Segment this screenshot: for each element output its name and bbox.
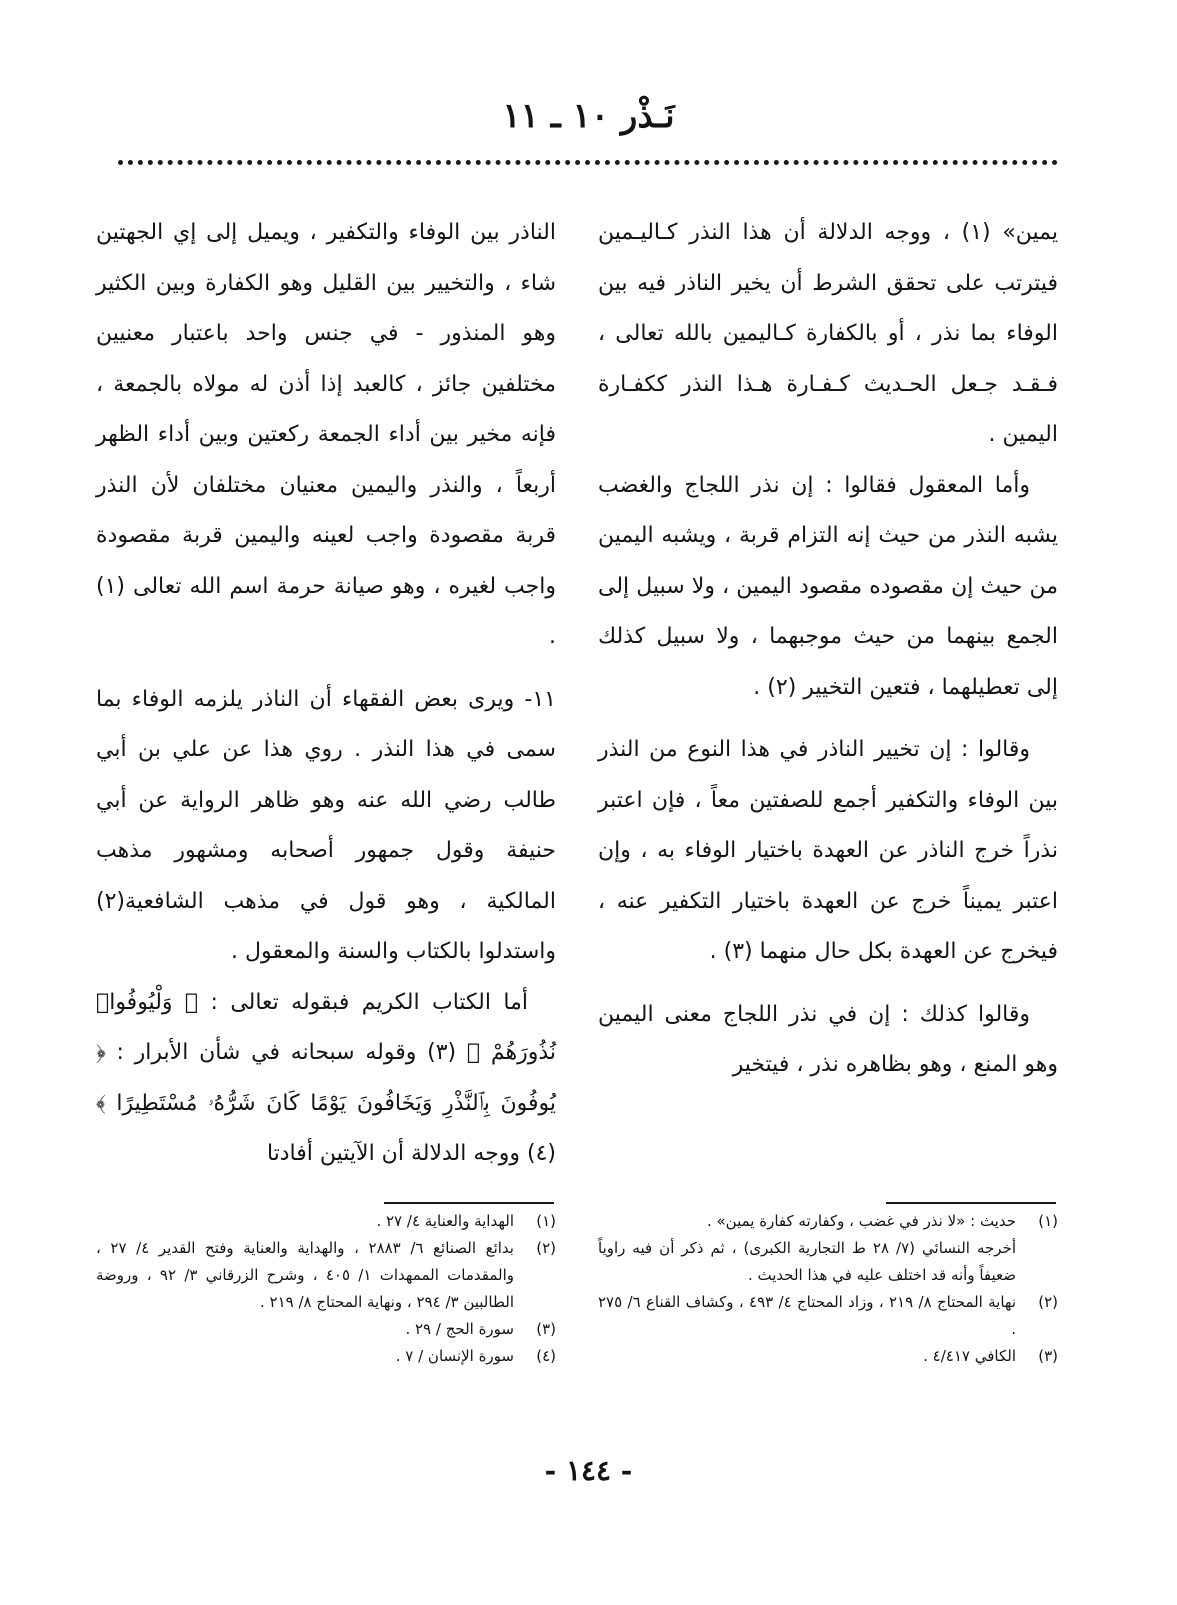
footnote-line: سورة الحج / ٢٩ . bbox=[405, 1320, 514, 1338]
footnote-item bbox=[96, 1235, 556, 1316]
left-text-column bbox=[96, 208, 556, 1180]
body-paragraph: وأما المعقول فقالوا : إن نذر اللجاج والغضب يشبه النذر من حيث إنه التزام قربة ، ويشبه اليمين من حيث إن مقصوده مقصود اليمين ، ولا سبيل إلى الجمع بينهما من حيث موجبهما ، ولا سبيل كذلك إلى تعطيلهما ، فتعين التخيير (٢) . bbox=[598, 472, 1058, 700]
footnote-line: بدائع الصنائع ٦/ ٢٨٨٣ ، والهداية والعناية وفتح القدير ٤/ ٢٧ ، والمقدمات الممهدات ١/ ٤٠٥ ، وشرح الزرقاني ٣/ ٩٢ ، وروضة الطالبين ٣/ ٢٩٤ ، ونهاية المحتاج ٨/ ٢١٩ . bbox=[96, 1239, 514, 1311]
footnote-line: سورة الإنسان / ٧ . bbox=[395, 1347, 514, 1365]
footnote-number: (١) bbox=[1038, 1212, 1058, 1230]
footnote-item bbox=[96, 1316, 556, 1343]
footnote-number: (٢) bbox=[1038, 1293, 1058, 1311]
footnote-line: نهاية المحتاج ٨/ ٢١٩ ، وزاد المحتاج ٤/ ٤٩٣ ، وكشاف القناع ٦/ ٢٧٥ . bbox=[598, 1293, 1017, 1338]
footnote-item bbox=[598, 1343, 1058, 1370]
footnote-line: حديث : «لا نذر في غضب ، وكفارته كفارة يمين» . bbox=[706, 1212, 1016, 1230]
footnote-number: (٤) bbox=[536, 1347, 556, 1365]
footnote-text bbox=[96, 1235, 514, 1316]
body-paragraph: يمين» (١) ، ووجه الدلالة أن هذا النذر كـاليـمين فيترتب على تحقق الشرط أن يخير الناذر فيه بين الوفاء بما نذر ، أو بالكفارة كـاليمين بالله تعالى ، فـقـد جـعل الحـديث كـفـارة هـذا النذر ككفـارة اليمين . bbox=[598, 220, 1059, 447]
footnote-text bbox=[598, 1343, 1016, 1370]
footnotes-left bbox=[96, 1208, 556, 1370]
right-text-column bbox=[598, 208, 1058, 1091]
page-header-title: نَـذْر ١٠ ـ ١١ bbox=[502, 96, 675, 136]
footnote-number: (١) bbox=[536, 1212, 556, 1230]
footnote-item bbox=[598, 1208, 1058, 1289]
header-dotted-divider bbox=[118, 160, 1058, 165]
page-number: - ١٤٤ - bbox=[544, 1454, 633, 1487]
footnote-number: (٢) bbox=[536, 1239, 556, 1257]
body-paragraph: أما الكتاب الكريم فبقوله تعالى : ﴿ وَلْيُوفُوا۟ نُذُورَهُمْ ﴾ (٣) وقوله سبحانه في شأن الأبرار : ﴿ يُوفُونَ بِٱلنَّذْرِ وَيَخَافُونَ يَوْمًا كَانَ شَرُّهُۥ مُسْتَطِيرًا ﴾(٤) ووجه الدلالة أن الآيتين أفادتا bbox=[96, 989, 556, 1166]
footnote-separator bbox=[384, 1202, 554, 1204]
body-paragraph: ١١- ويرى بعض الفقهاء أن الناذر يلزمه الوفاء بما سمى في هذا النذر . روي هذا عن علي بن أبي طالب رضي الله عنه وهو ظاهر الرواية عن أبي حنيفة وقول جمهور أصحابه ومشهور مذهب المالكية ، وهو قول في مذهب الشافعية(٢) واستدلوا بالكتاب والسنة والمعقول . bbox=[96, 686, 556, 964]
body-paragraph: وقالوا كذلك : إن في نذر اللجاج معنى اليمين وهو المنع ، وهو بظاهره نذر ، فيتخير bbox=[598, 1001, 1058, 1077]
footnote-text bbox=[96, 1316, 514, 1343]
footnote-number: (٣) bbox=[536, 1320, 556, 1338]
footnote-number: (٣) bbox=[1038, 1347, 1058, 1365]
body-paragraph: الناذر بين الوفاء والتكفير ، ويميل إلى إي الجهتين شاء ، والتخيير بين القليل وهو الكفارة وبين الكثير وهو المنذور - في جنس واحد باعتبار معنيين مختلفين جائز ، كالعبد إذا أذن له مولاه بالجمعة ، فإنه مخير بين أداء الجمعة ركعتين وبين أداء الظهر أربعاً ، والنذر واليمين معنيان مختلفان لأن النذر قربة مقصودة واجب لعينه واليمين قربة مقصودة واجب لغيره ، وهو صيانة حرمة اسم الله تعالى (١) . bbox=[96, 220, 556, 649]
footnote-line: الكافي ٤/٤١٧ . bbox=[923, 1347, 1016, 1365]
footnote-text bbox=[96, 1343, 514, 1370]
footnote-separator bbox=[886, 1202, 1056, 1204]
footnote-item bbox=[96, 1208, 556, 1235]
footnote-text bbox=[598, 1289, 1016, 1343]
footnote-text bbox=[598, 1208, 1016, 1289]
footnote-line: الهداية والعناية ٤/ ٢٧ . bbox=[376, 1212, 514, 1230]
footnote-line: أخرجه النسائي (٧/ ٢٨ ط التجارية الكبرى) ، ثم ذكر أن فيه راوياً ضعيفاً وأنه قد اختلف عليه في هذا الحديث . bbox=[598, 1239, 1016, 1284]
footnote-item bbox=[96, 1343, 556, 1370]
footnote-item bbox=[598, 1289, 1058, 1343]
footnotes-right bbox=[598, 1208, 1058, 1370]
footnote-text bbox=[96, 1208, 514, 1235]
body-paragraph: وقالوا : إن تخيير الناذر في هذا النوع من النذر بين الوفاء والتكفير أجمع للصفتين معاً ، فإن اعتبر نذراً خرج الناذر عن العهدة باختيار الوفاء به ، وإن اعتبر يميناً خرج عن العهدة باختيار التكفير عنه ، فيخرج عن العهدة بكل حال منهما (٣) . bbox=[598, 737, 1058, 964]
